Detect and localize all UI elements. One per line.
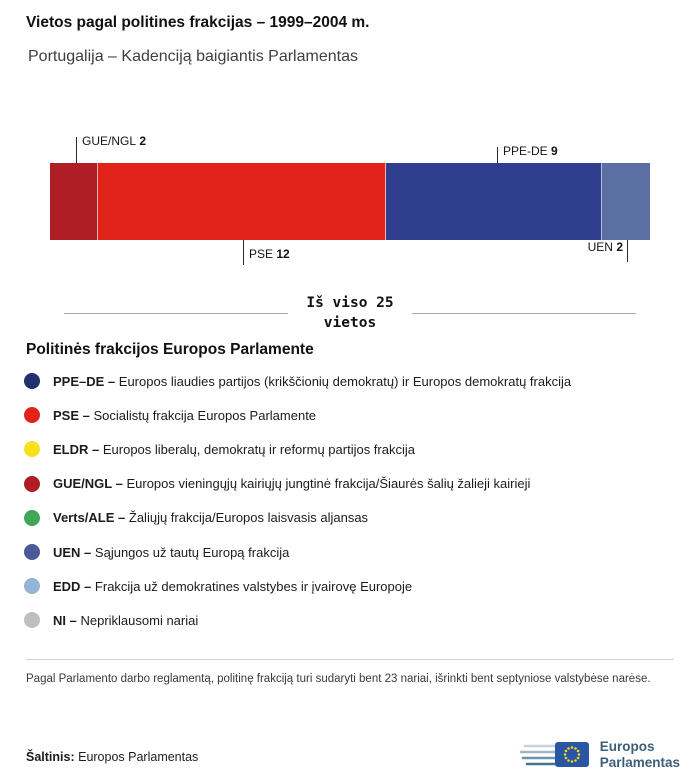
callout-label-ppe-de: PPE-DE 9 <box>503 144 558 158</box>
legend-item <box>24 364 684 398</box>
total-left-rule <box>64 313 288 314</box>
legend-color-dot <box>24 544 40 560</box>
total-seats-text: Iš viso 25 vietos <box>306 295 394 331</box>
footer-divider <box>26 659 674 660</box>
callout-label-pse: PSE 12 <box>249 247 290 261</box>
legend-item-text: EDD – Frakcija už demokratines valstybes ir įvairovę Europoje <box>53 578 413 594</box>
callout-tick-pse <box>243 240 244 265</box>
bar-segment-ppe-de[interactable] <box>386 163 602 240</box>
european-parliament-logo[interactable] <box>519 736 680 774</box>
page-title: Vietos pagal politines frakcijas – 1999–2004 m. <box>26 14 370 31</box>
callout-tick-gue-ngl <box>76 137 77 163</box>
bar-segment-gue-ngl[interactable] <box>50 163 98 240</box>
legend-item <box>24 398 684 432</box>
eu-flag-icon <box>519 736 593 774</box>
legend-item <box>24 603 684 637</box>
legend-item <box>24 535 684 569</box>
seat-bar <box>50 163 650 240</box>
callout-tick-ppe-de <box>497 147 498 163</box>
legend-item <box>24 432 684 466</box>
legend-list <box>24 364 684 638</box>
page-subtitle: Portugalija – Kadenciją baigiantis Parlamentas <box>28 48 358 65</box>
source-label: Šaltinis: <box>26 750 75 764</box>
legend-color-dot <box>24 476 40 492</box>
total-seats-row <box>64 293 636 333</box>
logo-wordmark: Europos Parlamentas <box>599 739 680 770</box>
legend-color-dot <box>24 407 40 423</box>
legend-color-dot <box>24 441 40 457</box>
legend-color-dot <box>24 510 40 526</box>
bar-segment-uen[interactable] <box>602 163 650 240</box>
source-value: Europos Parlamentas <box>78 750 199 764</box>
legend-item-text: Verts/ALE – Žaliųjų frakcija/Europos laisvasis aljansas <box>53 510 369 526</box>
callout-label-uen: UEN 2 <box>587 240 623 254</box>
legend-item-text: PSE – Socialistų frakcija Europos Parlamente <box>53 407 317 423</box>
callout-label-gue-ngl: GUE/NGL 2 <box>82 134 147 148</box>
legend-item-text: GUE/NGL – Europos vieningųjų kairiųjų jungtinė frakcija/Šiaurės šalių žalieji kairieji <box>53 476 531 492</box>
legend-item-text: PPE–DE – Europos liaudies partijos (krikščionių demokratų) ir Europos demokratų frakcija <box>53 373 572 389</box>
total-right-rule <box>412 313 636 314</box>
legend-item <box>24 467 684 501</box>
legend-color-dot <box>24 612 40 628</box>
legend-item <box>24 569 684 603</box>
bar-segment-pse[interactable] <box>98 163 386 240</box>
legend-heading: Politinės frakcijos Europos Parlamente <box>26 341 314 358</box>
legend-color-dot <box>24 578 40 594</box>
legend-color-dot <box>24 373 40 389</box>
footnote-text: Pagal Parlamento darbo reglamentą, politinę frakciją turi sudaryti bent 23 nariai, išrinkti bent septyniose valstybėse narėse. <box>26 673 651 685</box>
seat-chart <box>0 130 700 300</box>
source-line <box>26 750 198 764</box>
legend-item-text: UEN – Sąjungos už tautų Europą frakcija <box>53 544 290 560</box>
legend-item <box>24 501 684 535</box>
legend-item-text: ELDR – Europos liberalų, demokratų ir reformų partijos frakcija <box>53 441 415 457</box>
callout-tick-uen <box>627 240 628 262</box>
legend-item-text: NI – Nepriklausomi nariai <box>53 612 199 628</box>
